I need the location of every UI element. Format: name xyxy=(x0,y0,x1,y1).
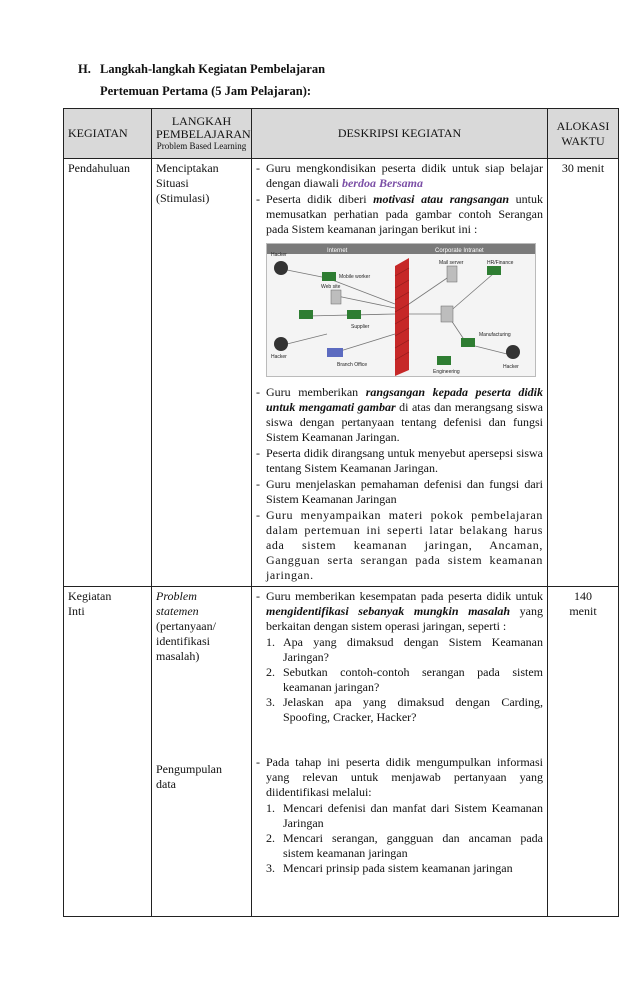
item-text: Jelaskan apa yang dimaksud dengan Carding, Spoofing, Cracker, Hacker? xyxy=(283,695,543,724)
list-item xyxy=(256,385,543,445)
langkah-line: (pertanyaan/ xyxy=(156,619,216,633)
label-mobile: Mobile worker xyxy=(339,274,371,280)
label-hacker: Hacker xyxy=(271,252,287,258)
item-emphasis: mengidentifikasi sebanyak mungkin masalah xyxy=(266,604,511,618)
langkah-line: (Stimulasi) xyxy=(156,191,210,205)
langkah-line: statemen xyxy=(156,604,199,618)
label-branch: Branch Office xyxy=(337,362,368,368)
list-item: 3. Jelaskan apa yang dimaksud dengan Carding, Spoofing, Cracker, Hacker? xyxy=(266,695,543,724)
list-item: 2. Sebutkan contoh-contoh serangan pada sistem keamanan jaringan? xyxy=(266,665,543,694)
header-langkah-sub: Problem Based Learning xyxy=(156,141,247,151)
item-text: Apa yang dimaksud dengan Sistem Keamanan Jaringan? xyxy=(283,635,543,664)
network-diagram-svg xyxy=(267,244,535,376)
item-text: untuk memusatkan perhatian pada gambar contoh Serangan pada Sistem keamanan jaringan berikut ini : xyxy=(266,192,544,236)
item-emphasis: rangsangan kepada peserta didik untuk mengamati gambar xyxy=(266,385,544,414)
item-text: Mencari prinsip pada sistem keamanan jaringan xyxy=(283,861,513,875)
item-text: Guru memberikan kesempatan pada peserta didik untuk xyxy=(266,589,543,603)
table-header-row xyxy=(64,109,619,159)
alokasi-line: 140 xyxy=(574,589,592,603)
label-hacker: Hacker xyxy=(271,354,287,360)
cell-langkah-inti xyxy=(152,587,252,917)
label-hacker: Hacker xyxy=(503,364,519,370)
item-highlight: berdoa Bersama xyxy=(341,176,423,190)
network-attack-diagram xyxy=(266,243,536,377)
item-text: Guru memberikan xyxy=(266,385,359,399)
cell-langkah-pendahuluan xyxy=(152,159,252,587)
item-text: yang berkaitan dengan sistem operasi jaringan, seperti : xyxy=(266,604,543,633)
item-text: di atas dan merangsang siswa siswa dengan pertanyaan tentang defenisi dan fungsi Sistem Keamanan Jaringan. xyxy=(266,400,544,444)
list-item: - Guru menjelaskan pemahaman defenisi dan fungsi dari Sistem Keamanan Jaringan xyxy=(256,477,543,507)
label-supplier: Supplier xyxy=(351,324,370,330)
activity-table xyxy=(63,108,619,917)
langkah-line: identifikasi xyxy=(156,634,210,648)
list-item: 2. Mencari serangan, gangguan dan ancaman pada sistem keamanan jaringan xyxy=(266,831,543,860)
list-item: - Peserta didik dirangsang untuk menyebut apersepsi siswa tentang Sistem Keamanan Jaringan. xyxy=(256,446,543,476)
label-intranet: Corporate Intranet xyxy=(435,248,484,254)
list-item xyxy=(256,589,543,634)
cell-alokasi-inti xyxy=(548,587,619,917)
item-text: Sebutkan contoh-contoh serangan pada sistem keamanan jaringan? xyxy=(283,665,543,694)
item-text: Mencari defenisi dan manfat dari Sistem Keamanan Jaringan xyxy=(283,801,543,830)
label-finance: HR/Finance xyxy=(487,260,514,266)
section-letter: H. xyxy=(78,62,91,76)
list-item: - Pada tahap ini peserta didik mengumpulkan informasi yang relevan untuk menjawab pertanyaan yang diidentifikasi melalui: xyxy=(256,755,543,800)
header-deskripsi: DESKRIPSI KEGIATAN xyxy=(252,109,548,159)
list-item: 1. Mencari defenisi dan manfat dari Sistem Keamanan Jaringan xyxy=(266,801,543,830)
alokasi-line: menit xyxy=(569,604,597,618)
label-manufacturing: Manufacturing xyxy=(479,332,511,338)
cell-deskripsi-inti xyxy=(252,587,548,917)
langkah-line: Situasi xyxy=(156,176,189,190)
label-web: Web site xyxy=(321,284,341,290)
item-text: Peserta didik diberi xyxy=(266,192,367,206)
table-row-pendahuluan xyxy=(64,159,619,587)
item-emphasis: motivasi atau rangsangan xyxy=(373,192,510,206)
label-engineering: Engineering xyxy=(433,369,460,375)
langkah-line: Menciptakan xyxy=(156,161,219,175)
list-item: 3. Mencari prinsip pada sistem keamanan jaringan xyxy=(266,861,513,875)
cell-kegiatan-inti xyxy=(64,587,152,917)
header-kegiatan: KEGIATAN xyxy=(64,109,152,159)
header-langkah xyxy=(152,109,252,159)
table-row-inti xyxy=(64,587,619,917)
cell-deskripsi-pendahuluan xyxy=(252,159,548,587)
langkah-line: Pengumpulan xyxy=(156,762,222,776)
kegiatan-line: Inti xyxy=(68,604,85,618)
header-langkah-label: LANGKAH PEMBELAJARAN xyxy=(156,114,251,141)
langkah-line: data xyxy=(156,777,176,791)
list-item: - Guru menyampaikan materi pokok pembelajaran dalam pertemuan ini seperti latar belakang harus ada sistem keamanan jaringan, Ancaman, Gangguan serta serangan pada sistem keamanan jaringan. xyxy=(256,508,543,583)
list-item xyxy=(256,161,543,191)
item-text: Mencari serangan, gangguan dan ancaman pada sistem keamanan jaringan xyxy=(283,831,543,860)
header-alokasi: ALOKASI WAKTU xyxy=(548,109,619,159)
item-text: Guru mengkondisikan peserta didik untuk siap belajar dengan diawali xyxy=(266,161,543,190)
label-internet: Internet xyxy=(327,248,348,254)
kegiatan-line: Kegiatan xyxy=(68,589,112,603)
list-item: 1. Apa yang dimaksud dengan Sistem Keamanan Jaringan? xyxy=(266,635,543,664)
cell-alokasi-pendahuluan: 30 menit xyxy=(548,159,619,587)
task-list xyxy=(256,801,543,876)
question-list xyxy=(256,635,543,725)
langkah-line: masalah) xyxy=(156,649,200,663)
section-title: Langkah-langkah Kegiatan Pembelajaran xyxy=(100,62,326,76)
label-mail: Mail server xyxy=(439,260,464,266)
section-heading xyxy=(78,62,325,77)
list-item xyxy=(256,192,543,237)
cell-kegiatan-pendahuluan: Pendahuluan xyxy=(64,159,152,587)
section-subtitle: Pertemuan Pertama (5 Jam Pelajaran): xyxy=(100,84,312,98)
langkah-line: Problem xyxy=(156,589,197,603)
